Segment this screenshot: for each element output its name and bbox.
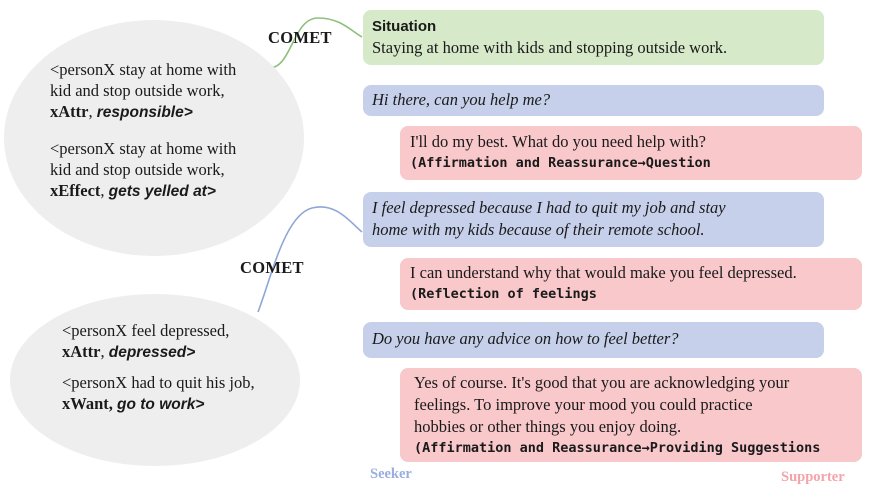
comet-bottom-entry-1: [62, 320, 229, 363]
comet-bottom-entry-1-line-1: <personX feel depressed,: [62, 321, 230, 340]
comet-top-entry-2-close: >: [206, 183, 216, 200]
seeker-utterance-1: [363, 85, 824, 116]
supporter-utterance-2-strategy: (Reflection of feelings: [410, 286, 597, 302]
comet-top-entry-1-sep: ,: [88, 102, 97, 121]
comet-bottom-entry-1-sep: ,: [100, 342, 109, 361]
comet-bottom-entry-1-relation: xAttr: [62, 342, 101, 361]
comet-top-entry-1: [50, 59, 236, 123]
comet-bottom-entry-2-close: >: [195, 396, 205, 413]
seeker-utterance-1-text: Hi there, can you help me?: [372, 90, 551, 109]
comet-bottom-entry-1-value: depressed: [108, 344, 187, 361]
comet-label-bottom: COMET: [240, 258, 304, 277]
legend-seeker: Seeker: [370, 466, 412, 482]
comet-top-entry-1-line-2: kid and stop outside work,: [50, 81, 225, 100]
supporter-utterance-3-line-2: feelings. To improve your mood you could practice: [414, 395, 753, 414]
comet-top-entry-2-value: gets yelled at: [108, 183, 207, 200]
seeker-utterance-2-line-1: I feel depressed because I had to quit my job and stay: [372, 198, 726, 217]
seeker-utterance-3: [363, 322, 824, 358]
seeker-utterance-2: [363, 192, 824, 247]
comet-bottom-entry-2-relation: xWant,: [62, 394, 113, 413]
comet-top-entry-1-value: responsible: [96, 104, 184, 121]
comet-top-entry-2-relation: xEffect: [50, 181, 101, 200]
comet-top-entry-2-sep: ,: [100, 181, 109, 200]
supporter-utterance-2-text: I can understand why that would make you feel depressed.: [410, 263, 797, 282]
supporter-utterance-1: [400, 126, 862, 180]
supporter-utterance-3-line-1: Yes of course. It's good that you are acknowledging your: [414, 373, 790, 392]
comet-top-entry-1-line-1: <personX stay at home with: [50, 60, 237, 79]
comet-bottom-entry-2-line-1: <personX had to quit his job,: [62, 373, 255, 392]
comet-label-top: COMET: [268, 28, 332, 47]
situation-text: Staying at home with kids and stopping outside work.: [372, 38, 728, 57]
comet-top-entry-2-line-2: kid and stop outside work,: [50, 160, 225, 179]
comet-top-entry-2: [50, 138, 236, 202]
comet-bottom-entry-2-value: go to work: [117, 396, 196, 413]
supporter-utterance-3: [400, 368, 862, 462]
supporter-utterance-1-text: I'll do my best. What do you need help with?: [410, 132, 706, 151]
supporter-utterance-1-strategy: (Affirmation and Reassurance→Question: [410, 155, 711, 171]
situation-title: Situation: [372, 18, 437, 35]
comet-top-entry-2-line-1: <personX stay at home with: [50, 139, 237, 158]
comet-bottom-entry-2: [62, 372, 255, 415]
legend-supporter: Supporter: [781, 469, 845, 485]
comet-top-entry-1-close: >: [183, 104, 193, 121]
supporter-utterance-2: [400, 258, 862, 310]
seeker-utterance-3-text: Do you have any advice on how to feel better?: [372, 329, 679, 348]
comet-bottom-entry-1-close: >: [186, 344, 196, 361]
seeker-utterance-2-line-2: home with my kids because of their remote school.: [372, 220, 705, 239]
comet-top-entry-1-relation: xAttr: [50, 102, 89, 121]
situation-box: [363, 10, 824, 65]
supporter-utterance-3-line-3: hobbies or other things you enjoy doing.: [414, 417, 682, 436]
supporter-utterance-3-strategy: (Affirmation and Reassurance→Providing Suggestions: [414, 440, 821, 456]
